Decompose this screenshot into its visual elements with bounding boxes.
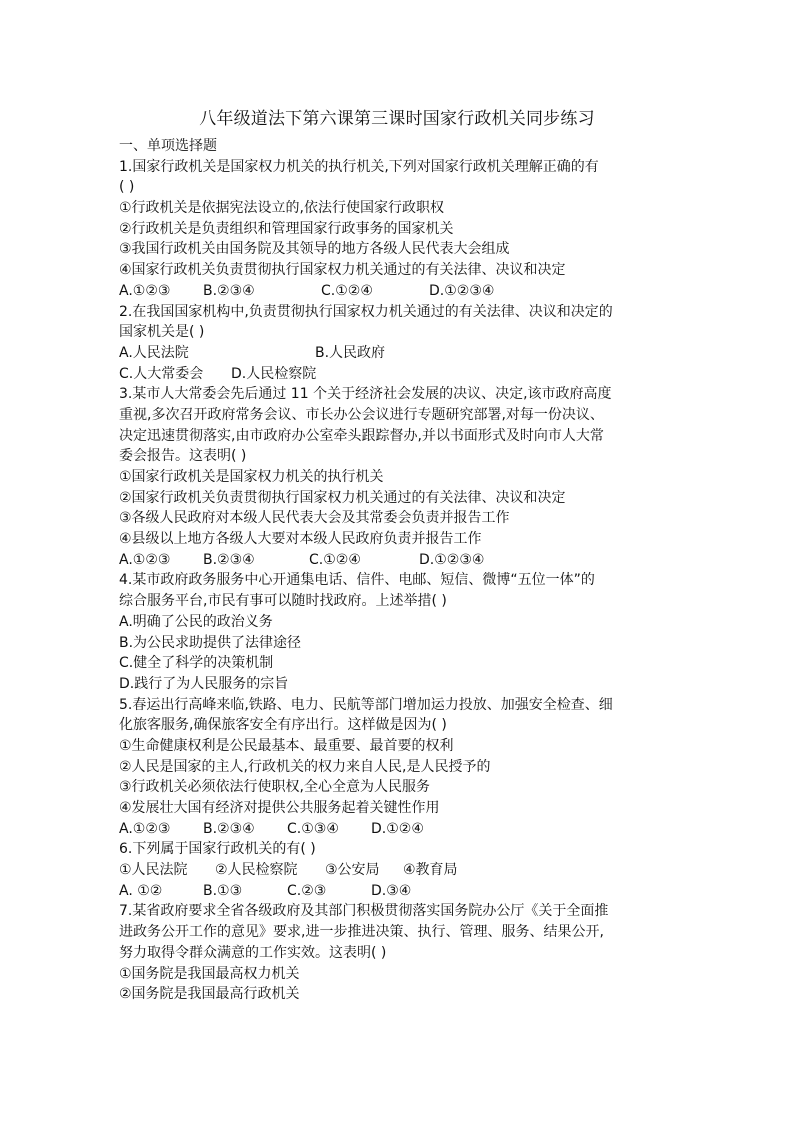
statement-item: ④发展壮大国有经济对提供公共服务起着关键性作用 bbox=[119, 800, 440, 816]
statement-item: ②人民是国家的主人,行政机关的权力来自人民,是人民授予的 bbox=[119, 758, 491, 775]
section-heading: 一、单项选择题 bbox=[119, 138, 217, 154]
question-stem: 1.国家行政机关是国家权力机关的执行机关,下列对国家行政机关理解正确的有 bbox=[119, 158, 599, 175]
statement-item: ④国家行政机关负责贯彻执行国家权力机关通过的有关法律、决议和决定 bbox=[119, 262, 566, 279]
option-b[interactable]: B.①③ bbox=[203, 882, 243, 899]
statement-item: ①国家行政机关是国家权力机关的执行机关 bbox=[119, 469, 384, 485]
option-a[interactable]: A. ①② bbox=[119, 882, 163, 899]
statement-item: ①国务院是我国最高权力机关 bbox=[119, 965, 300, 982]
question-7 bbox=[119, 901, 679, 1004]
question-stem: 决定迅速贯彻落实,由市政府办公室牵头跟踪督办,并以书面形式及时向市人大常 bbox=[119, 427, 604, 444]
question-stem: 重视,多次召开政府常务会议、市长办公会议进行专题研究部署,对每一份决议、 bbox=[119, 406, 604, 423]
option-c[interactable]: C.②③ bbox=[287, 882, 327, 899]
question-3 bbox=[119, 384, 679, 570]
statement-item: ②国务院是我国最高行政机关 bbox=[119, 986, 300, 1003]
answer-options bbox=[119, 281, 679, 302]
statement-item: ②国家行政机关负责贯彻执行国家权力机关通过的有关法律、决议和决定 bbox=[119, 489, 566, 506]
option-a[interactable]: A.人民法院 bbox=[119, 344, 189, 361]
question-stem: 6.下列属于国家行政机关的有( ) bbox=[119, 841, 316, 858]
question-stem: 委会报告。这表明( ) bbox=[119, 448, 247, 465]
statement-items bbox=[119, 860, 679, 881]
answer-options bbox=[119, 550, 679, 571]
question-stem: 国家机关是( ) bbox=[119, 324, 205, 341]
question-content bbox=[119, 136, 679, 1005]
option-d[interactable]: D.①②③④ bbox=[419, 551, 485, 568]
option-b[interactable]: B.②③④ bbox=[203, 551, 255, 568]
statement-item: ②行政机关是负责组织和管理国家行政事务的国家机关 bbox=[119, 220, 454, 237]
option-b[interactable]: B.人民政府 bbox=[315, 344, 386, 361]
question-stem: 4.某市政府政务服务中心开通集电话、信件、电邮、短信、微博“五位一体”的 bbox=[119, 572, 595, 589]
question-stem: ( ) bbox=[119, 179, 135, 196]
page-title: 八年级道法下第六课第三课时国家行政机关同步练习 bbox=[199, 109, 595, 129]
option-c[interactable]: C.人大常委会 bbox=[119, 365, 204, 382]
question-2 bbox=[119, 302, 679, 385]
option-a[interactable]: A.①②③ bbox=[119, 820, 171, 837]
question-stem: 化旅客服务,确保旅客安全有序出行。这样做是因为( ) bbox=[119, 717, 447, 734]
option-b[interactable]: B.为公民求助提供了法律途径 bbox=[119, 634, 302, 651]
option-d[interactable]: D.①②③④ bbox=[429, 282, 495, 299]
statement-item: ④县级以上地方各级人大要对本级人民政府负责并报告工作 bbox=[119, 531, 482, 548]
statement-item: ①生命健康权利是公民最基本、最重要、最首要的权利 bbox=[119, 737, 454, 754]
option-b[interactable]: B.②③④ bbox=[203, 282, 255, 299]
statement-item: ③公安局 bbox=[325, 862, 380, 879]
option-b[interactable]: B.②③④ bbox=[203, 820, 255, 837]
option-c[interactable]: C.①②④ bbox=[321, 282, 373, 299]
statement-item: ③行政机关必须依法行使职权,全心全意为人民服务 bbox=[119, 779, 430, 796]
option-a[interactable]: A.①②③ bbox=[119, 551, 171, 568]
option-d[interactable]: D.③④ bbox=[371, 882, 412, 899]
question-stem: 进政务公开工作的意见》要求,进一步推进决策、执行、管理、服务、结果公开, bbox=[119, 924, 604, 941]
option-c[interactable]: C.健全了科学的决策机制 bbox=[119, 655, 274, 672]
statement-item: ③各级人民政府对本级人民代表大会及其常委会负责并报告工作 bbox=[119, 510, 510, 527]
question-stem: 5.春运出行高峰来临,铁路、电力、民航等部门增加运力投放、加强安全检查、细 bbox=[119, 696, 613, 713]
question-stem: 7.某省政府要求全省各级政府及其部门积极贯彻落实国务院办公厅《关于全面推 bbox=[119, 903, 609, 920]
statement-item: ②人民检察院 bbox=[215, 862, 298, 879]
question-4 bbox=[119, 570, 679, 694]
answer-options bbox=[119, 819, 679, 840]
option-d[interactable]: D.践行了为人民服务的宗旨 bbox=[119, 675, 289, 692]
option-a[interactable]: A.①②③ bbox=[119, 282, 171, 299]
statement-item: ①人民法院 bbox=[119, 862, 188, 879]
statement-item: ④教育局 bbox=[403, 862, 458, 879]
answer-options bbox=[119, 364, 679, 385]
option-c[interactable]: C.①③④ bbox=[287, 820, 339, 837]
statement-item: ③我国行政机关由国务院及其领导的地方各级人民代表大会组成 bbox=[119, 241, 510, 258]
answer-options bbox=[119, 881, 679, 902]
question-5 bbox=[119, 695, 679, 840]
question-stem: 综合服务平台,市民有事可以随时找政府。上述举措( ) bbox=[119, 593, 447, 610]
question-6 bbox=[119, 839, 679, 901]
question-stem: 努力取得令群众满意的工作实效。这表明( ) bbox=[119, 944, 387, 961]
option-d[interactable]: D.①②④ bbox=[371, 820, 424, 837]
answer-options bbox=[119, 343, 679, 364]
question-1 bbox=[119, 157, 679, 302]
question-stem: 3.某市人大常委会先后通过 11 个关于经济社会发展的决议、决定,该市政府高度 bbox=[119, 386, 612, 403]
option-d[interactable]: D.人民检察院 bbox=[231, 365, 317, 382]
option-a[interactable]: A.明确了公民的政治义务 bbox=[119, 613, 273, 630]
statement-item: ①行政机关是依据宪法设立的,依法行使国家行政职权 bbox=[119, 200, 444, 217]
question-stem: 2.在我国国家机构中,负责贯彻执行国家权力机关通过的有关法律、决议和决定的 bbox=[119, 303, 613, 320]
option-c[interactable]: C.①②④ bbox=[309, 551, 361, 568]
